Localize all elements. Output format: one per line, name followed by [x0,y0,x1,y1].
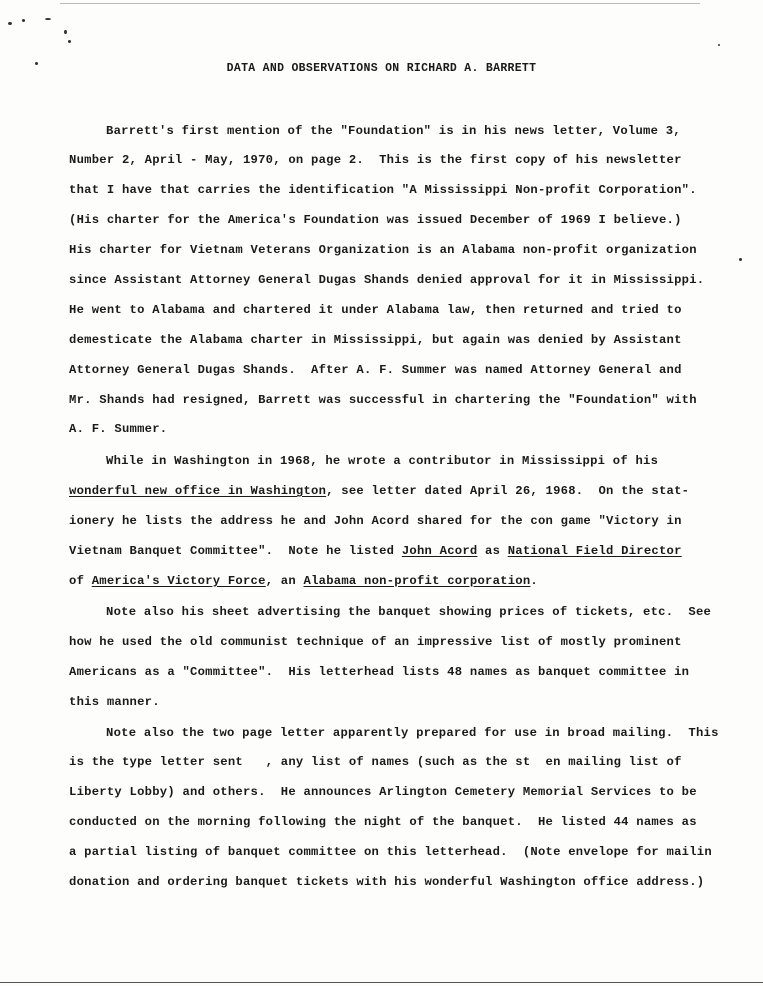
underlined-phrase: John Acord [401,544,478,558]
bottom-edge-line [0,982,763,983]
scan-speck [64,30,67,34]
scan-speck [739,258,742,261]
underlined-phrase: Alabama non-profit corporation [303,574,531,588]
underlined-phrase: wonderful new office in Washington [69,484,327,498]
scan-speck [45,18,51,20]
text-run: as [477,544,508,558]
paragraph-line: Mr. Shands had resigned, Barrett was successful in chartering the "Foundation" with [69,393,697,407]
paragraph-line: Note also his sheet advertising the banquet showing prices of tickets, etc. See [106,605,712,619]
paragraph-line: Liberty Lobby) and others. He announces Arlington Cemetery Memorial Services to be [69,785,697,799]
paragraph-line: since Assistant Attorney General Dugas Shands denied approval for it in Mississippi. [69,273,705,287]
paragraph-line: Barrett's first mention of the "Foundation" is in his news letter, Volume 3, [106,124,681,138]
paragraph-line [69,543,682,559]
top-edge-line [60,3,700,4]
paragraph-line: conducted on the morning following the night of the banquet. He listed 44 names as [69,815,697,829]
paragraph-line: His charter for Vietnam Veterans Organization is an Alabama non-profit organization [69,243,697,257]
paragraph-line: how he used the old communist technique of an impressive list of mostly prominent [69,635,682,649]
document-title: DATA AND OBSERVATIONS ON RICHARD A. BARRETT [226,62,537,75]
text-run: , an [265,574,304,588]
paragraph-line: Attorney General Dugas Shands. After A. F. Summer was named Attorney General and [69,363,682,377]
underlined-phrase: America's Victory Force [91,574,266,588]
paragraph-line: a partial listing of banquet committee on this letterhead. (Note envelope for mailin [69,845,712,859]
paragraph-line: donation and ordering banquet tickets with his wonderful Washington office address.) [69,875,705,889]
paragraph-line [69,573,538,589]
scan-speck [8,22,12,25]
paragraph-line: He went to Alabama and chartered it under Alabama law, then returned and tried to [69,303,682,317]
paragraph-line: (His charter for the America's Foundation was issued December of 1969 I believe.) [69,213,682,227]
paragraph-line: While in Washington in 1968, he wrote a contributor in Mississippi of his [106,454,659,468]
paragraph-line: is the type letter sent , any list of names (such as the st en mailing list of [69,755,682,769]
paragraph-line: that I have that carries the identification "A Mississippi Non-profit Corporation". [69,183,697,197]
paragraph-line: this manner. [69,695,160,709]
text-run: , see letter dated April 26, 1968. On the stat- [326,484,690,498]
scan-speck [718,44,720,46]
paragraph-line: demesticate the Alabama charter in Mississippi, but again was denied by Assistant [69,333,682,347]
paragraph-line: ionery he lists the address he and John Acord shared for the con game "Victory in [69,514,682,528]
paragraph-line: Note also the two page letter apparently prepared for use in broad mailing. This [106,726,719,740]
paragraph-line [69,483,689,499]
text-run: . [530,574,538,588]
paragraph-line: Number 2, April - May, 1970, on page 2. This is the first copy of his newsletter [69,153,682,167]
scan-speck [68,40,71,43]
text-run: Vietnam Banquet Committee". Note he listed [69,544,402,558]
paragraph-line: A. F. Summer. [69,422,168,436]
text-run: of [69,574,92,588]
underlined-phrase: National Field Director [507,544,682,558]
paragraph-line: Americans as a "Committee". His letterhead lists 48 names as banquet committee in [69,665,690,679]
scan-speck [22,19,25,22]
